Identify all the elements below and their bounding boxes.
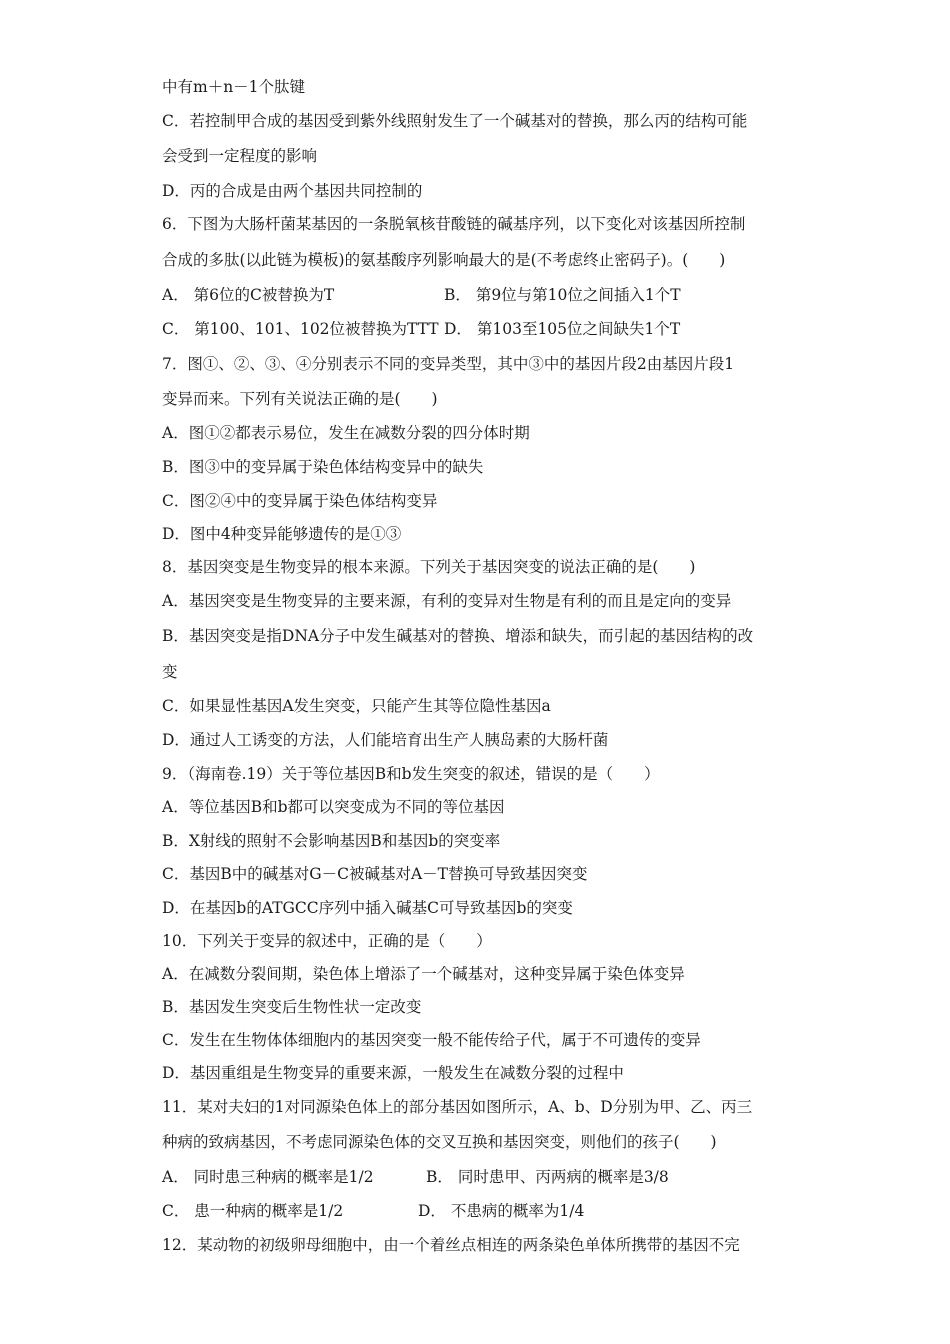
text-line: 合成的多肽(以此链为模板)的氨基酸序列影响最大的是(不考虑终止密码子)。( )	[162, 251, 726, 269]
option-d: D． 第103至105位之间缺失1个T	[444, 320, 681, 338]
question-8-stem: 8．基因突变是生物变异的根本来源。下列关于基因突变的说法正确的是( )	[162, 558, 696, 576]
option-d: D． 不患病的概率为1/4	[418, 1202, 585, 1220]
option-a: A．基因突变是生物变异的主要来源，有利的变异对生物是有利的而且是定向的变异	[162, 592, 732, 610]
option-a: A． 同时患三种病的概率是1/2	[162, 1168, 374, 1186]
option-c: C．发生在生物体体细胞内的基因突变一般不能传给子代，属于不可遗传的变异	[162, 1031, 701, 1049]
option-a: A． 第6位的C被替换为T	[162, 286, 335, 304]
option-b: B．基因突变是指DNA分子中发生碱基对的替换、增添和缺失，而引起的基因结构的改	[162, 627, 754, 645]
question-9-stem: 9．（海南卷.19）关于等位基因B和b发生突变的叙述，错误的是（ ）	[162, 765, 660, 783]
question-11-stem: 11．某对夫妇的1对同源染色体上的部分基因如图所示，A、b、D分别为甲、乙、丙三	[162, 1098, 753, 1116]
option-b: B．图③中的变异属于染色体结构变异中的缺失	[162, 458, 484, 476]
option-b: B． 同时患甲、丙两病的概率是3/8	[426, 1168, 669, 1186]
option-b: B．X射线的照射不会影响基因B和基因b的突变率	[162, 832, 501, 850]
text-line: 变	[162, 663, 178, 681]
option-row	[162, 1200, 585, 1222]
option-c: C．图②④中的变异属于染色体结构变异	[162, 492, 438, 510]
question-7-stem: 7．图①、②、③、④分别表示不同的变异类型，其中③中的基因片段2由基因片段1	[162, 355, 735, 373]
option-d: D．基因重组是生物变异的重要来源，一般发生在减数分裂的过程中	[162, 1064, 624, 1082]
text-line: 中有m＋n－1个肽键	[162, 78, 306, 96]
option-b: B． 第9位与第10位之间插入1个T	[444, 286, 681, 304]
text-line: 变异而来。下列有关说法正确的是( )	[162, 390, 438, 408]
option-row	[162, 1166, 669, 1188]
option-c: C． 第100、101、102位被替换为TTT	[162, 320, 439, 338]
option-d: D．通过人工诱变的方法，人们能培育出生产人胰岛素的大肠杆菌	[162, 731, 609, 749]
option-c: C．如果显性基因A发生突变，只能产生其等位隐性基因a	[162, 697, 551, 715]
text-line: C．若控制甲合成的基因受到紫外线照射发生了一个碱基对的替换，那么丙的结构可能	[162, 112, 748, 130]
text-line: 种病的致病基因，不考虑同源染色体的交叉互换和基因突变，则他们的孩子( )	[162, 1133, 717, 1151]
option-d: D．在基因b的ATGCC序列中插入碱基C可导致基因b的突变	[162, 899, 573, 917]
option-row	[162, 284, 681, 306]
option-a: A．在减数分裂间期，染色体上增添了一个碱基对，这种变异属于染色体变异	[162, 965, 685, 983]
question-12-stem: 12．某动物的初级卵母细胞中，由一个着丝点相连的两条染色单体所携带的基因不完	[162, 1236, 740, 1254]
option-b: B．基因发生突变后生物性状一定改变	[162, 998, 422, 1016]
text-line: 会受到一定程度的影响	[162, 147, 318, 165]
option-c: C．基因B中的碱基对G－C被碱基对A－T替换可导致基因突变	[162, 865, 588, 883]
option-row	[162, 318, 681, 340]
question-6-stem: 6．下图为大肠杆菌某基因的一条脱氧核苷酸链的碱基序列，以下变化对该基因所控制	[162, 215, 746, 233]
option-a: A．等位基因B和b都可以突变成为不同的等位基因	[162, 798, 505, 816]
option-d: D．图中4种变异能够遗传的是①③	[162, 525, 402, 543]
text-line: D．丙的合成是由两个基因共同控制的	[162, 182, 423, 200]
option-a: A．图①②都表示易位，发生在减数分裂的四分体时期	[162, 424, 530, 442]
question-10-stem: 10．下列关于变异的叙述中，正确的是（ ）	[162, 932, 492, 950]
option-c: C． 患一种病的概率是1/2	[162, 1202, 344, 1220]
